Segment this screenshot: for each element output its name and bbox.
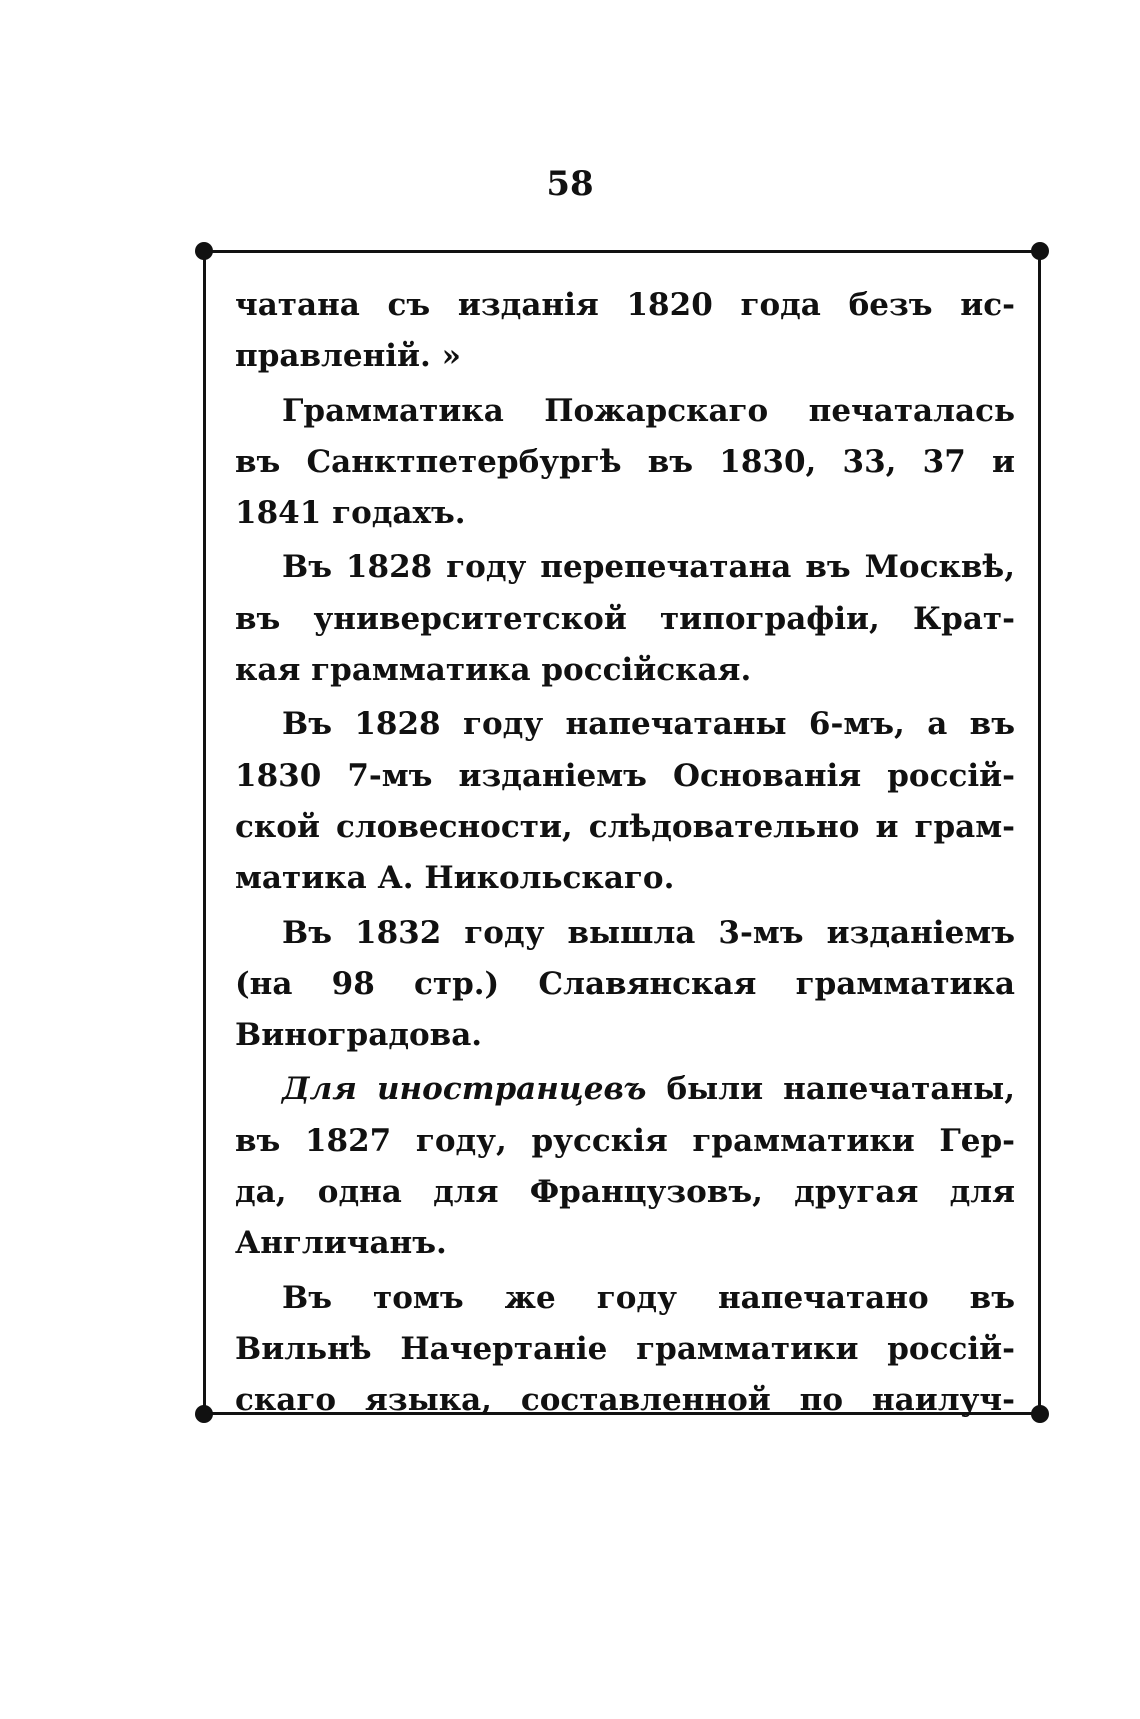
text-line: Въ томъ же году напечатано въ [282,1279,1015,1316]
text-line [235,1064,1015,1115]
paragraph [235,542,1015,696]
text-line: въ университетской типографіи, Крат- [235,600,1015,637]
text-fragment: были напечатаны, [646,1071,1015,1108]
text-line: Въ 1832 году вышла 3-мъ изданіемъ [282,914,1015,951]
text-line: въ 1827 году, русскія грамматики Гер- [235,1122,1015,1159]
text-line: Виноградова. [235,1017,483,1054]
paragraph [235,1064,1015,1269]
text-line: ской словесности, слѣдовательно и грам- [235,808,1015,845]
paragraph [235,1273,1015,1427]
text-line: матика А. Никольскаго. [235,860,675,897]
text-line: правленій. » [235,338,461,375]
frame-corner-ornament [1031,242,1049,260]
text-line: 1841 годахъ. [235,495,466,532]
frame-corner-ornament [195,1405,213,1423]
text-line: Грамматика Пожарскаго печаталась [282,392,1015,429]
paragraph [235,908,1015,1062]
text-line: да, одна для Французовъ, другая для [235,1174,1015,1211]
body-text [235,280,1015,1427]
page-number: 58 [546,164,594,204]
frame-corner-ornament [1031,1405,1049,1423]
text-line: 1830 7-мъ изданіемъ Основанія россій- [235,757,1015,794]
paragraph [235,280,1015,383]
text-line: кая грамматика россійская. [235,652,752,689]
text-line: Въ 1828 году напечатаны 6-мъ, а въ [282,706,1015,743]
text-line: скаго языка, составленной по наилуч- [235,1382,1015,1419]
frame-corner-ornament [195,242,213,260]
text-line: Англичанъ. [235,1225,447,1262]
paragraph [235,699,1015,904]
text-line: чатана съ изданія 1820 года безъ ис- [235,287,1015,323]
paragraph [235,386,1015,540]
text-line: въ Санктпетербургѣ въ 1830, 33, 37 и [235,443,1015,480]
text-line: Въ 1828 году перепечатана въ Москвѣ, [282,549,1015,586]
italic-phrase: Для иностранцевъ [282,1071,647,1108]
text-line: (на 98 стр.) Славянская грамматика [235,965,1015,1002]
text-line: Вильнѣ Начертаніе грамматики россій- [235,1330,1015,1367]
